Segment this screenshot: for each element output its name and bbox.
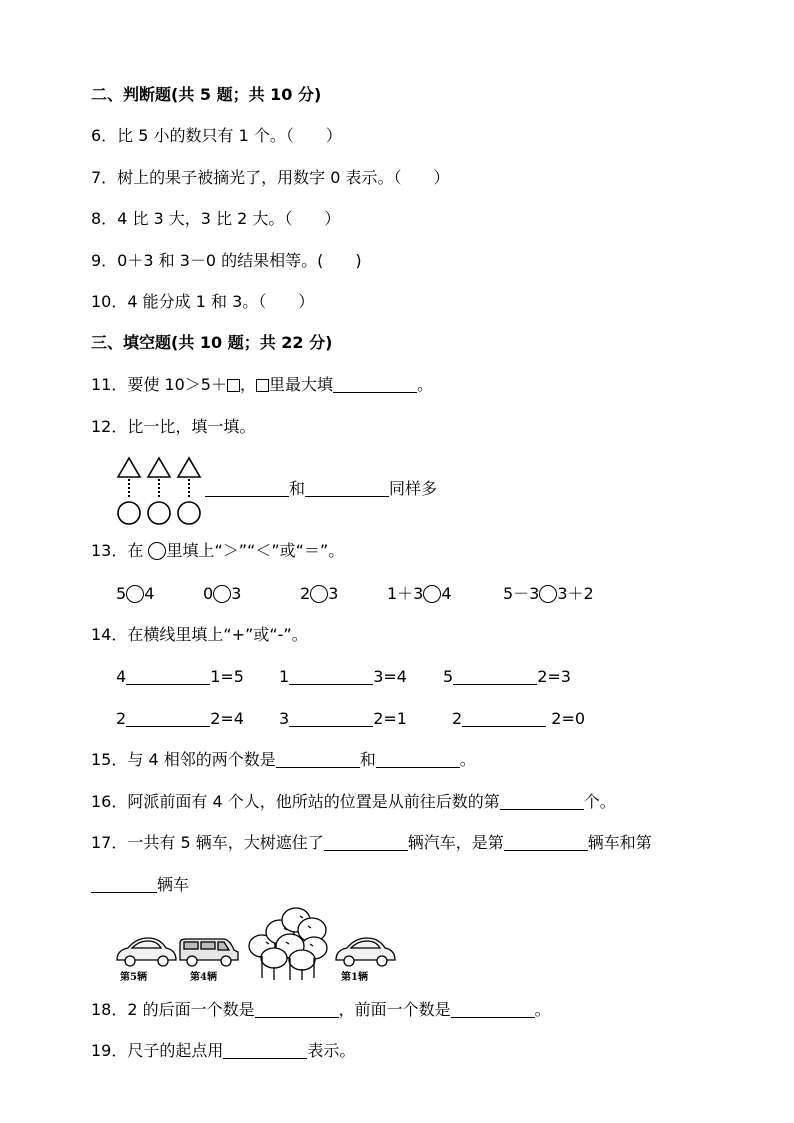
car-label-1: 第1辆	[341, 972, 368, 983]
compare-circle[interactable]	[126, 585, 144, 603]
circle-icon	[148, 502, 170, 524]
triangles-circles-figure	[114, 455, 208, 527]
question-17: 17．一共有 5 辆车，大树遮住了 辆汽车，是第 辆车和第	[91, 833, 652, 852]
answer-blank[interactable]	[324, 832, 408, 851]
circle-icon	[178, 502, 200, 524]
q11-prefix: 11．要使 10＞5＋	[91, 375, 227, 394]
answer-blank[interactable]	[289, 666, 373, 685]
question-9: 9．0＋3 和 3－0 的结果相等。( )	[91, 251, 362, 270]
answer-blank[interactable]	[289, 708, 373, 727]
question-19: 19．尺子的起点用 表示。	[91, 1041, 356, 1060]
answer-blank[interactable]	[126, 708, 210, 727]
answer-blank[interactable]	[126, 666, 210, 685]
q12-same: 同样多	[389, 479, 438, 498]
q13-item-2: 0 3	[203, 584, 242, 603]
circle-icon	[118, 502, 140, 524]
triangle-icon	[118, 458, 140, 477]
answer-blank[interactable]	[453, 666, 537, 685]
answer-blank[interactable]	[255, 999, 339, 1018]
car-icon	[336, 938, 395, 966]
q13-suffix: 里填上“＞”“＜”或“＝”。	[166, 541, 345, 560]
triangle-icon	[178, 458, 200, 477]
question-12: 12．比一比，填一填。	[91, 417, 256, 436]
question-17-continued: 辆车	[91, 874, 189, 896]
compare-circle[interactable]	[423, 585, 441, 603]
question-8: 8．4 比 3 大，3 比 2 大。（ ）	[91, 209, 341, 228]
question-11	[91, 374, 433, 396]
compare-circle[interactable]	[539, 585, 557, 603]
q11-suffix: 里最大填	[269, 375, 334, 394]
q14-item-6: 2 2=0	[452, 709, 586, 728]
q14-item-4: 2 2=4	[116, 709, 244, 728]
cars-and-tree-figure	[114, 906, 406, 988]
question-14: 14．在横线里填上“+”或“-”。	[91, 625, 308, 644]
question-13	[91, 540, 344, 562]
triangle-icon	[148, 458, 170, 477]
question-7: 7．树上的果子被摘光了，用数字 0 表示。（ ）	[91, 168, 450, 187]
q13-item-5: 5－3 3＋2	[503, 584, 594, 603]
q14-item-3: 5 2=3	[443, 667, 571, 686]
question-18: 18．2 的后面一个数是 ，前面一个数是 。	[91, 1000, 551, 1019]
answer-blank[interactable]	[276, 749, 360, 768]
section-2-title: 二、判断题(共 5 题；共 10 分)	[91, 85, 322, 104]
answer-blank[interactable]	[333, 374, 417, 393]
q11-mid: ，	[240, 375, 257, 394]
van-icon	[180, 939, 238, 966]
q14-item-5: 3 2=1	[279, 709, 407, 728]
answer-blank[interactable]	[91, 874, 157, 893]
tree-icon	[249, 908, 327, 980]
question-10: 10．4 能分成 1 和 3。（ ）	[91, 292, 315, 311]
answer-blank[interactable]	[376, 749, 460, 768]
answer-blank[interactable]	[451, 999, 535, 1018]
square-icon	[227, 379, 240, 392]
square-icon	[256, 379, 269, 392]
compare-circle[interactable]	[213, 585, 231, 603]
car-label-4: 第4辆	[190, 972, 217, 983]
answer-blank[interactable]	[223, 1040, 307, 1059]
compare-circle[interactable]	[310, 585, 328, 603]
answer-blank[interactable]	[504, 832, 588, 851]
q14-item-2: 1 3=4	[279, 667, 407, 686]
q13-item-4: 1＋3 4	[387, 584, 452, 603]
q14-item-1: 4 1=5	[116, 667, 244, 686]
answer-blank[interactable]	[205, 478, 289, 497]
q13-item-1: 5 4	[116, 584, 155, 603]
answer-blank[interactable]	[462, 708, 546, 727]
car-label-5: 第5辆	[120, 972, 147, 983]
answer-blank[interactable]	[500, 791, 584, 810]
question-16: 16．阿派前面有 4 个人，他所站的位置是从前往后数的第 个。	[91, 792, 616, 811]
question-15: 15．与 4 相邻的两个数是 和 。	[91, 750, 476, 769]
q13-prefix: 13．在	[91, 541, 144, 560]
q11-end: 。	[417, 375, 434, 394]
question-6: 6．比 5 小的数只有 1 个。（ ）	[91, 126, 342, 145]
q12-answer-row	[205, 478, 437, 500]
section-3-title: 三、填空题(共 10 题；共 22 分)	[91, 333, 333, 352]
q13-item-3: 2 3	[300, 584, 339, 603]
q12-and: 和	[289, 479, 306, 498]
answer-blank[interactable]	[305, 478, 389, 497]
circle-icon	[148, 542, 166, 560]
car-icon	[117, 938, 176, 966]
